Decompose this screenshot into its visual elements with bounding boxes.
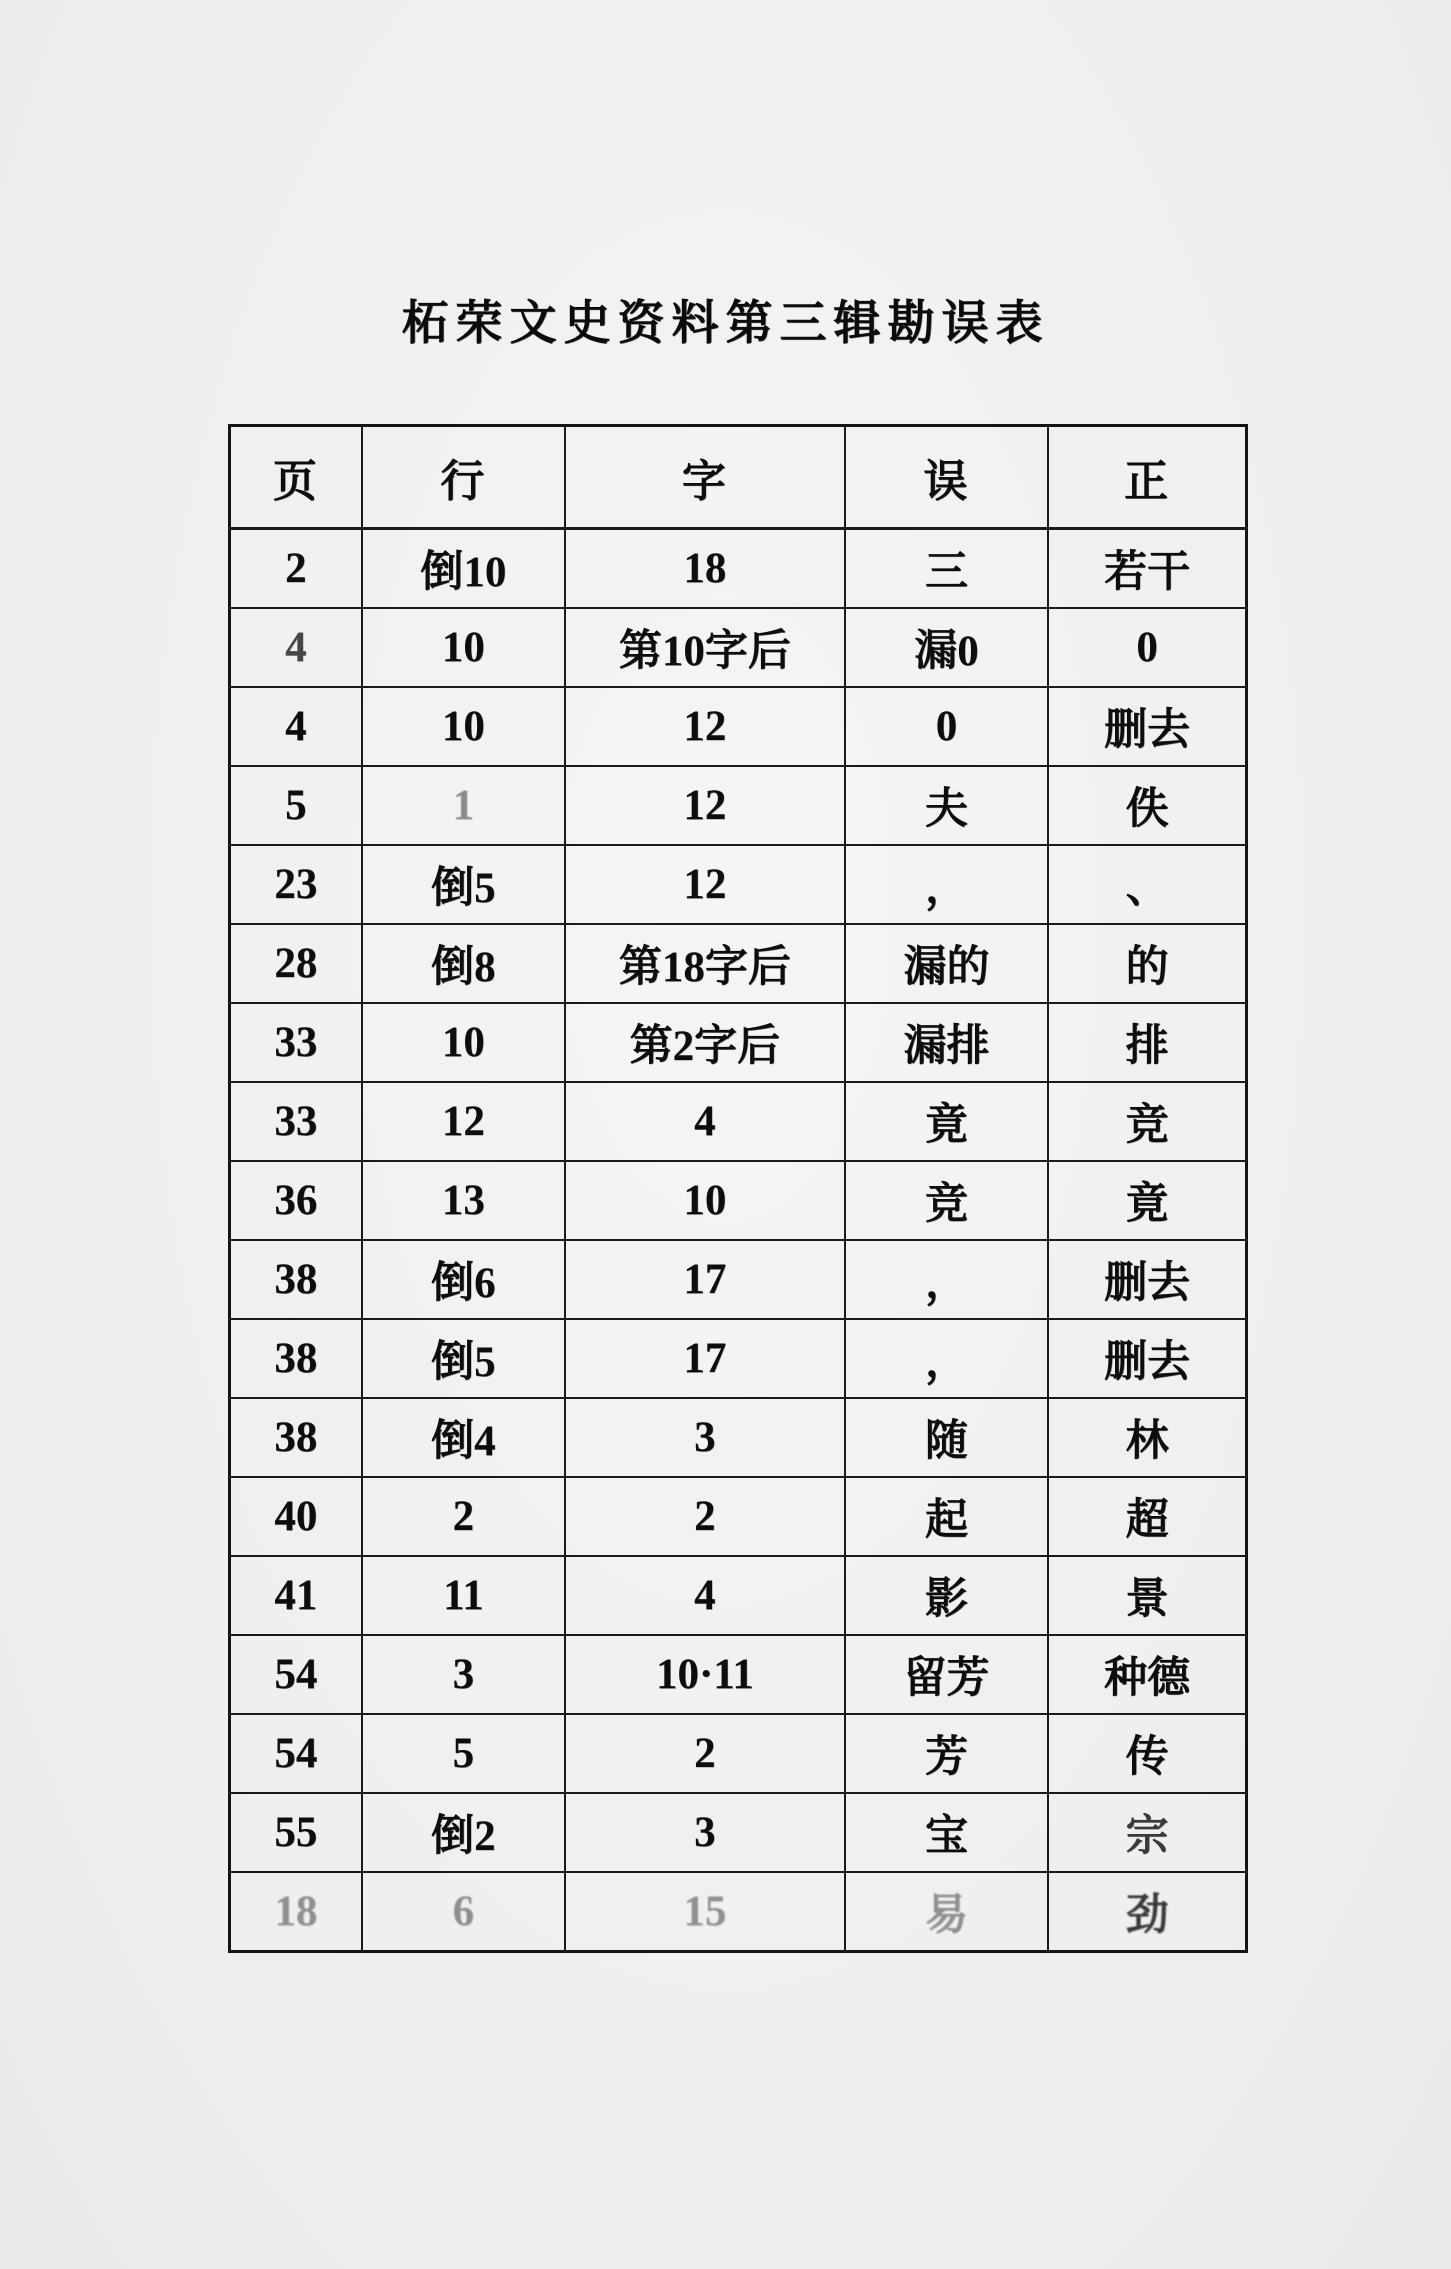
cell-page: 36 [230, 1161, 362, 1240]
table-row [230, 1161, 1247, 1240]
table-row [230, 1240, 1247, 1319]
table-row [230, 1793, 1247, 1872]
cell-page: 23 [230, 845, 362, 924]
cell-char: 第18字后 [565, 924, 845, 1003]
column-header-line: 行 [362, 426, 565, 529]
cell-line: 倒5 [362, 1319, 565, 1398]
cell-correct: 删去 [1048, 687, 1246, 766]
table-row [230, 1398, 1247, 1477]
cell-char: 3 [565, 1793, 845, 1872]
cell-correct: 排 [1048, 1003, 1246, 1082]
cell-char: 17 [565, 1319, 845, 1398]
header-row [230, 426, 1247, 529]
cell-char: 10 [565, 1161, 845, 1240]
cell-page: 38 [230, 1319, 362, 1398]
cell-wrong: 漏0 [845, 608, 1048, 687]
table-row [230, 1477, 1247, 1556]
table-row [230, 1003, 1247, 1082]
table-row [230, 1082, 1247, 1161]
cell-wrong: 0 [845, 687, 1048, 766]
cell-char: 4 [565, 1556, 845, 1635]
cell-char: 12 [565, 766, 845, 845]
cell-page: 38 [230, 1240, 362, 1319]
page-title: 柘荣文史资料第三辑勘误表 [401, 298, 1050, 350]
cell-correct: 超 [1048, 1477, 1246, 1556]
cell-wrong: ， [845, 845, 1048, 924]
cell-page: 18 [230, 1872, 362, 1952]
cell-line: 13 [362, 1161, 565, 1240]
cell-line: 1 [362, 766, 565, 845]
column-header-page: 页 [230, 426, 362, 529]
cell-correct: 宗 [1048, 1793, 1246, 1872]
cell-line: 倒8 [362, 924, 565, 1003]
cell-wrong: 宝 [845, 1793, 1048, 1872]
cell-page: 41 [230, 1556, 362, 1635]
cell-char: 10·11 [565, 1635, 845, 1714]
cell-wrong: 易 [845, 1872, 1048, 1952]
cell-line: 2 [362, 1477, 565, 1556]
table-row [230, 1714, 1247, 1793]
column-header-correct: 正 [1048, 426, 1246, 529]
cell-page: 40 [230, 1477, 362, 1556]
cell-wrong: 竞 [845, 1161, 1048, 1240]
cell-char: 15 [565, 1872, 845, 1952]
cell-char: 12 [565, 845, 845, 924]
cell-wrong: 夫 [845, 766, 1048, 845]
table-row [230, 1872, 1247, 1952]
cell-char: 18 [565, 529, 845, 609]
cell-char: 4 [565, 1082, 845, 1161]
column-header-char: 字 [565, 426, 845, 529]
cell-correct: 景 [1048, 1556, 1246, 1635]
cell-line: 10 [362, 687, 565, 766]
table-row [230, 845, 1247, 924]
cell-correct: 劲 [1048, 1872, 1246, 1952]
cell-line: 10 [362, 608, 565, 687]
cell-correct: 删去 [1048, 1319, 1246, 1398]
cell-line: 倒6 [362, 1240, 565, 1319]
cell-line: 3 [362, 1635, 565, 1714]
cell-page: 55 [230, 1793, 362, 1872]
cell-wrong: 漏排 [845, 1003, 1048, 1082]
table-row [230, 608, 1247, 687]
table-row [230, 1319, 1247, 1398]
cell-wrong: 三 [845, 529, 1048, 609]
cell-line: 5 [362, 1714, 565, 1793]
cell-line: 12 [362, 1082, 565, 1161]
table-row [230, 529, 1247, 609]
cell-line: 倒10 [362, 529, 565, 609]
errata-table [228, 424, 1248, 1953]
cell-correct: 竞 [1048, 1082, 1246, 1161]
cell-line: 10 [362, 1003, 565, 1082]
cell-correct: 竟 [1048, 1161, 1246, 1240]
cell-correct: 种德 [1048, 1635, 1246, 1714]
cell-page: 4 [230, 608, 362, 687]
cell-char: 2 [565, 1477, 845, 1556]
cell-page: 28 [230, 924, 362, 1003]
cell-correct: 佚 [1048, 766, 1246, 845]
cell-wrong: 漏的 [845, 924, 1048, 1003]
cell-line: 倒2 [362, 1793, 565, 1872]
cell-page: 33 [230, 1082, 362, 1161]
cell-char: 2 [565, 1714, 845, 1793]
cell-char: 3 [565, 1398, 845, 1477]
column-header-wrong: 误 [845, 426, 1048, 529]
cell-correct: 删去 [1048, 1240, 1246, 1319]
cell-page: 54 [230, 1714, 362, 1793]
cell-wrong: ， [845, 1240, 1048, 1319]
cell-page: 54 [230, 1635, 362, 1714]
cell-char: 17 [565, 1240, 845, 1319]
table-row [230, 1556, 1247, 1635]
cell-wrong: 芳 [845, 1714, 1048, 1793]
table-row [230, 687, 1247, 766]
cell-page: 38 [230, 1398, 362, 1477]
cell-correct: 林 [1048, 1398, 1246, 1477]
cell-page: 4 [230, 687, 362, 766]
table-row [230, 1635, 1247, 1714]
cell-correct: 传 [1048, 1714, 1246, 1793]
cell-page: 2 [230, 529, 362, 609]
table-row [230, 766, 1247, 845]
cell-correct: 若干 [1048, 529, 1246, 609]
cell-wrong: 起 [845, 1477, 1048, 1556]
cell-correct: 的 [1048, 924, 1246, 1003]
cell-wrong: 留芳 [845, 1635, 1048, 1714]
cell-char: 第10字后 [565, 608, 845, 687]
cell-char: 12 [565, 687, 845, 766]
cell-page: 5 [230, 766, 362, 845]
cell-char: 第2字后 [565, 1003, 845, 1082]
cell-line: 倒4 [362, 1398, 565, 1477]
cell-correct: 0 [1048, 608, 1246, 687]
cell-wrong: 影 [845, 1556, 1048, 1635]
cell-line: 11 [362, 1556, 565, 1635]
cell-correct: 、 [1048, 845, 1246, 924]
cell-line: 6 [362, 1872, 565, 1952]
cell-wrong: ， [845, 1319, 1048, 1398]
table-row [230, 924, 1247, 1003]
cell-wrong: 竟 [845, 1082, 1048, 1161]
errata-table-body [230, 529, 1247, 1952]
cell-wrong: 随 [845, 1398, 1048, 1477]
cell-line: 倒5 [362, 845, 565, 924]
cell-page: 33 [230, 1003, 362, 1082]
